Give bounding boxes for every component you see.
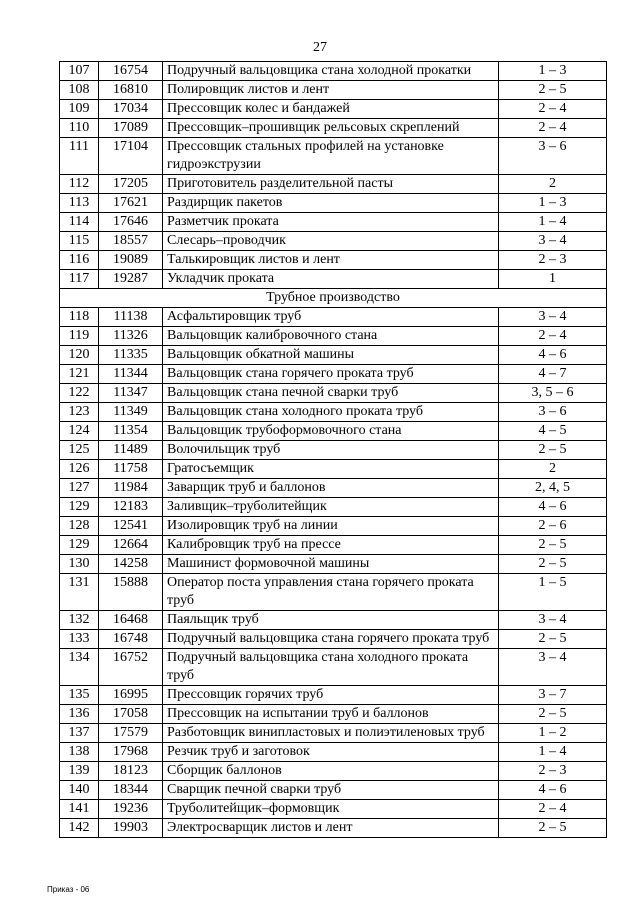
table-row	[60, 138, 607, 175]
profession-code: 17089	[99, 119, 163, 138]
row-number: 119	[60, 327, 99, 346]
table-row	[60, 724, 607, 743]
table-row	[60, 119, 607, 138]
profession-code: 17968	[99, 743, 163, 762]
table-row	[60, 800, 607, 819]
profession-code: 17058	[99, 705, 163, 724]
profession-code: 19903	[99, 819, 163, 838]
grade-range: 2, 4, 5	[499, 479, 607, 498]
grade-range: 4 – 6	[499, 781, 607, 800]
row-number: 136	[60, 705, 99, 724]
profession-code: 16995	[99, 686, 163, 705]
profession-code: 11489	[99, 441, 163, 460]
profession-code: 11984	[99, 479, 163, 498]
profession-code: 16468	[99, 611, 163, 630]
profession-name: Асфальтировщик труб	[163, 308, 499, 327]
table-row	[60, 536, 607, 555]
profession-code: 11335	[99, 346, 163, 365]
grade-range: 3 – 6	[499, 138, 607, 175]
profession-code: 17621	[99, 194, 163, 213]
profession-code: 11349	[99, 403, 163, 422]
profession-code: 16752	[99, 649, 163, 686]
grade-range: 2 – 5	[499, 630, 607, 649]
grade-range: 2 – 5	[499, 536, 607, 555]
profession-name: Прессовщик горячих труб	[163, 686, 499, 705]
table-row	[60, 630, 607, 649]
grade-range: 3 – 7	[499, 686, 607, 705]
profession-name: Гратосъемщик	[163, 460, 499, 479]
table-row	[60, 81, 607, 100]
profession-name: Сборщик баллонов	[163, 762, 499, 781]
profession-name: Изолировщик труб на линии	[163, 517, 499, 536]
table-row	[60, 611, 607, 630]
table-row	[60, 100, 607, 119]
row-number: 113	[60, 194, 99, 213]
table-row	[60, 498, 607, 517]
profession-code: 19287	[99, 270, 163, 289]
profession-name: Вальцовщик калибровочного стана	[163, 327, 499, 346]
profession-code: 19236	[99, 800, 163, 819]
grade-range: 2 – 5	[499, 555, 607, 574]
row-number: 131	[60, 574, 99, 611]
row-number: 137	[60, 724, 99, 743]
profession-code: 17034	[99, 100, 163, 119]
grade-range: 1 – 4	[499, 743, 607, 762]
grade-range: 2 – 5	[499, 705, 607, 724]
profession-code: 17104	[99, 138, 163, 175]
profession-name: Подручный вальцовщика стана холодного проката труб	[163, 649, 499, 686]
grade-range: 4 – 7	[499, 365, 607, 384]
profession-code: 11344	[99, 365, 163, 384]
table-body-bottom	[60, 308, 607, 838]
profession-code: 11758	[99, 460, 163, 479]
grade-range: 4 – 6	[499, 498, 607, 517]
table-row	[60, 819, 607, 838]
grade-range: 3 – 4	[499, 649, 607, 686]
profession-name: Машинист формовочной машины	[163, 555, 499, 574]
section-row	[60, 289, 607, 308]
table-row	[60, 384, 607, 403]
profession-code: 19089	[99, 251, 163, 270]
profession-name: Паяльщик труб	[163, 611, 499, 630]
row-number: 129	[60, 498, 99, 517]
profession-name: Подручный вальцовщика стана холодной прокатки	[163, 62, 499, 81]
row-number: 138	[60, 743, 99, 762]
grade-range: 2 – 4	[499, 327, 607, 346]
table-row	[60, 422, 607, 441]
row-number: 126	[60, 460, 99, 479]
section-header-body	[60, 289, 607, 308]
row-number: 125	[60, 441, 99, 460]
table-row	[60, 555, 607, 574]
table-row	[60, 365, 607, 384]
table-row	[60, 762, 607, 781]
row-number: 112	[60, 175, 99, 194]
profession-code: 11354	[99, 422, 163, 441]
profession-name: Приготовитель разделительной пасты	[163, 175, 499, 194]
row-number: 109	[60, 100, 99, 119]
table-row	[60, 649, 607, 686]
profession-name: Резчик труб и заготовок	[163, 743, 499, 762]
profession-code: 18123	[99, 762, 163, 781]
grade-range: 1 – 2	[499, 724, 607, 743]
profession-name: Сварщик печной сварки труб	[163, 781, 499, 800]
page-number: 27	[313, 40, 327, 55]
table-body-top	[60, 62, 607, 289]
row-number: 133	[60, 630, 99, 649]
grade-range: 2 – 4	[499, 100, 607, 119]
row-number: 123	[60, 403, 99, 422]
professions-table	[59, 61, 607, 838]
profession-name: Вальцовщик трубоформовочного стана	[163, 422, 499, 441]
section-title: Трубное производство	[60, 289, 607, 308]
profession-name: Труболитейщик–формовщик	[163, 800, 499, 819]
table-row	[60, 743, 607, 762]
grade-range: 3 – 4	[499, 611, 607, 630]
grade-range: 2 – 5	[499, 441, 607, 460]
table-row	[60, 62, 607, 81]
row-number: 108	[60, 81, 99, 100]
profession-name: Разботовщик винипластовых и полиэтиленовых труб	[163, 724, 499, 743]
row-number: 124	[60, 422, 99, 441]
row-number: 115	[60, 232, 99, 251]
profession-name: Вальцовщик стана горячего проката труб	[163, 365, 499, 384]
table-row	[60, 479, 607, 498]
table-row	[60, 403, 607, 422]
grade-range: 2 – 5	[499, 819, 607, 838]
row-number: 142	[60, 819, 99, 838]
profession-code: 17646	[99, 213, 163, 232]
grade-range: 4 – 5	[499, 422, 607, 441]
grade-range: 1 – 4	[499, 213, 607, 232]
grade-range: 2 – 3	[499, 762, 607, 781]
row-number: 120	[60, 346, 99, 365]
grade-range: 2	[499, 460, 607, 479]
profession-code: 18344	[99, 781, 163, 800]
table-row	[60, 517, 607, 536]
row-number: 118	[60, 308, 99, 327]
table-row	[60, 781, 607, 800]
row-number: 128	[60, 517, 99, 536]
profession-name: Укладчик проката	[163, 270, 499, 289]
profession-code: 15888	[99, 574, 163, 611]
row-number: 121	[60, 365, 99, 384]
profession-code: 12664	[99, 536, 163, 555]
table-row	[60, 327, 607, 346]
row-number: 107	[60, 62, 99, 81]
profession-code: 11326	[99, 327, 163, 346]
row-number: 129	[60, 536, 99, 555]
table-row	[60, 460, 607, 479]
footer-note: Приказ - 06	[47, 885, 90, 894]
profession-name: Талькировщик листов и лент	[163, 251, 499, 270]
row-number: 134	[60, 649, 99, 686]
row-number: 132	[60, 611, 99, 630]
profession-name: Подручный вальцовщика стана горячего проката труб	[163, 630, 499, 649]
row-number: 116	[60, 251, 99, 270]
profession-name: Раздирщик пакетов	[163, 194, 499, 213]
grade-range: 3, 5 – 6	[499, 384, 607, 403]
profession-name: Разметчик проката	[163, 213, 499, 232]
profession-code: 16810	[99, 81, 163, 100]
grade-range: 1 – 5	[499, 574, 607, 611]
row-number: 110	[60, 119, 99, 138]
row-number: 130	[60, 555, 99, 574]
profession-code: 12541	[99, 517, 163, 536]
profession-name: Оператор поста управления стана горячего проката труб	[163, 574, 499, 611]
profession-code: 17579	[99, 724, 163, 743]
table-row	[60, 194, 607, 213]
table-row	[60, 686, 607, 705]
row-number: 135	[60, 686, 99, 705]
row-number: 122	[60, 384, 99, 403]
profession-code: 12183	[99, 498, 163, 517]
grade-range: 2	[499, 175, 607, 194]
profession-name: Прессовщик на испытании труб и баллонов	[163, 705, 499, 724]
profession-name: Слесарь–проводчик	[163, 232, 499, 251]
table-row	[60, 441, 607, 460]
row-number: 140	[60, 781, 99, 800]
profession-code: 17205	[99, 175, 163, 194]
row-number: 127	[60, 479, 99, 498]
row-number: 141	[60, 800, 99, 819]
profession-name: Прессовщик стальных профилей на установке гидроэкструзии	[163, 138, 499, 175]
profession-name: Электросварщик листов и лент	[163, 819, 499, 838]
grade-range: 3 – 4	[499, 308, 607, 327]
grade-range: 2 – 6	[499, 517, 607, 536]
table-row	[60, 251, 607, 270]
table-row	[60, 175, 607, 194]
grade-range: 3 – 6	[499, 403, 607, 422]
profession-code: 16754	[99, 62, 163, 81]
profession-code: 16748	[99, 630, 163, 649]
profession-code: 14258	[99, 555, 163, 574]
grade-range: 4 – 6	[499, 346, 607, 365]
grade-range: 2 – 3	[499, 251, 607, 270]
table-row	[60, 346, 607, 365]
row-number: 114	[60, 213, 99, 232]
profession-code: 11138	[99, 308, 163, 327]
profession-name: Вальцовщик обкатной машины	[163, 346, 499, 365]
grade-range: 2 – 4	[499, 119, 607, 138]
profession-name: Калибровщик труб на прессе	[163, 536, 499, 555]
profession-code: 11347	[99, 384, 163, 403]
grade-range: 2 – 5	[499, 81, 607, 100]
grade-range: 2 – 4	[499, 800, 607, 819]
grade-range: 1 – 3	[499, 62, 607, 81]
table-row	[60, 574, 607, 611]
table-row	[60, 232, 607, 251]
grade-range: 1	[499, 270, 607, 289]
profession-name: Полировщик листов и лент	[163, 81, 499, 100]
profession-name: Прессовщик–прошивщик рельсовых скреплений	[163, 119, 499, 138]
table-row	[60, 308, 607, 327]
row-number: 117	[60, 270, 99, 289]
table-row	[60, 213, 607, 232]
profession-name: Вальцовщик стана холодного проката труб	[163, 403, 499, 422]
grade-range: 3 – 4	[499, 232, 607, 251]
table-row	[60, 705, 607, 724]
row-number: 139	[60, 762, 99, 781]
profession-name: Вальцовщик стана печной сварки труб	[163, 384, 499, 403]
table-row	[60, 270, 607, 289]
grade-range: 1 – 3	[499, 194, 607, 213]
row-number: 111	[60, 138, 99, 175]
profession-name: Волочильщик труб	[163, 441, 499, 460]
profession-name: Заварщик труб и баллонов	[163, 479, 499, 498]
profession-name: Заливщик–труболитейщик	[163, 498, 499, 517]
profession-code: 18557	[99, 232, 163, 251]
profession-name: Прессовщик колес и бандажей	[163, 100, 499, 119]
